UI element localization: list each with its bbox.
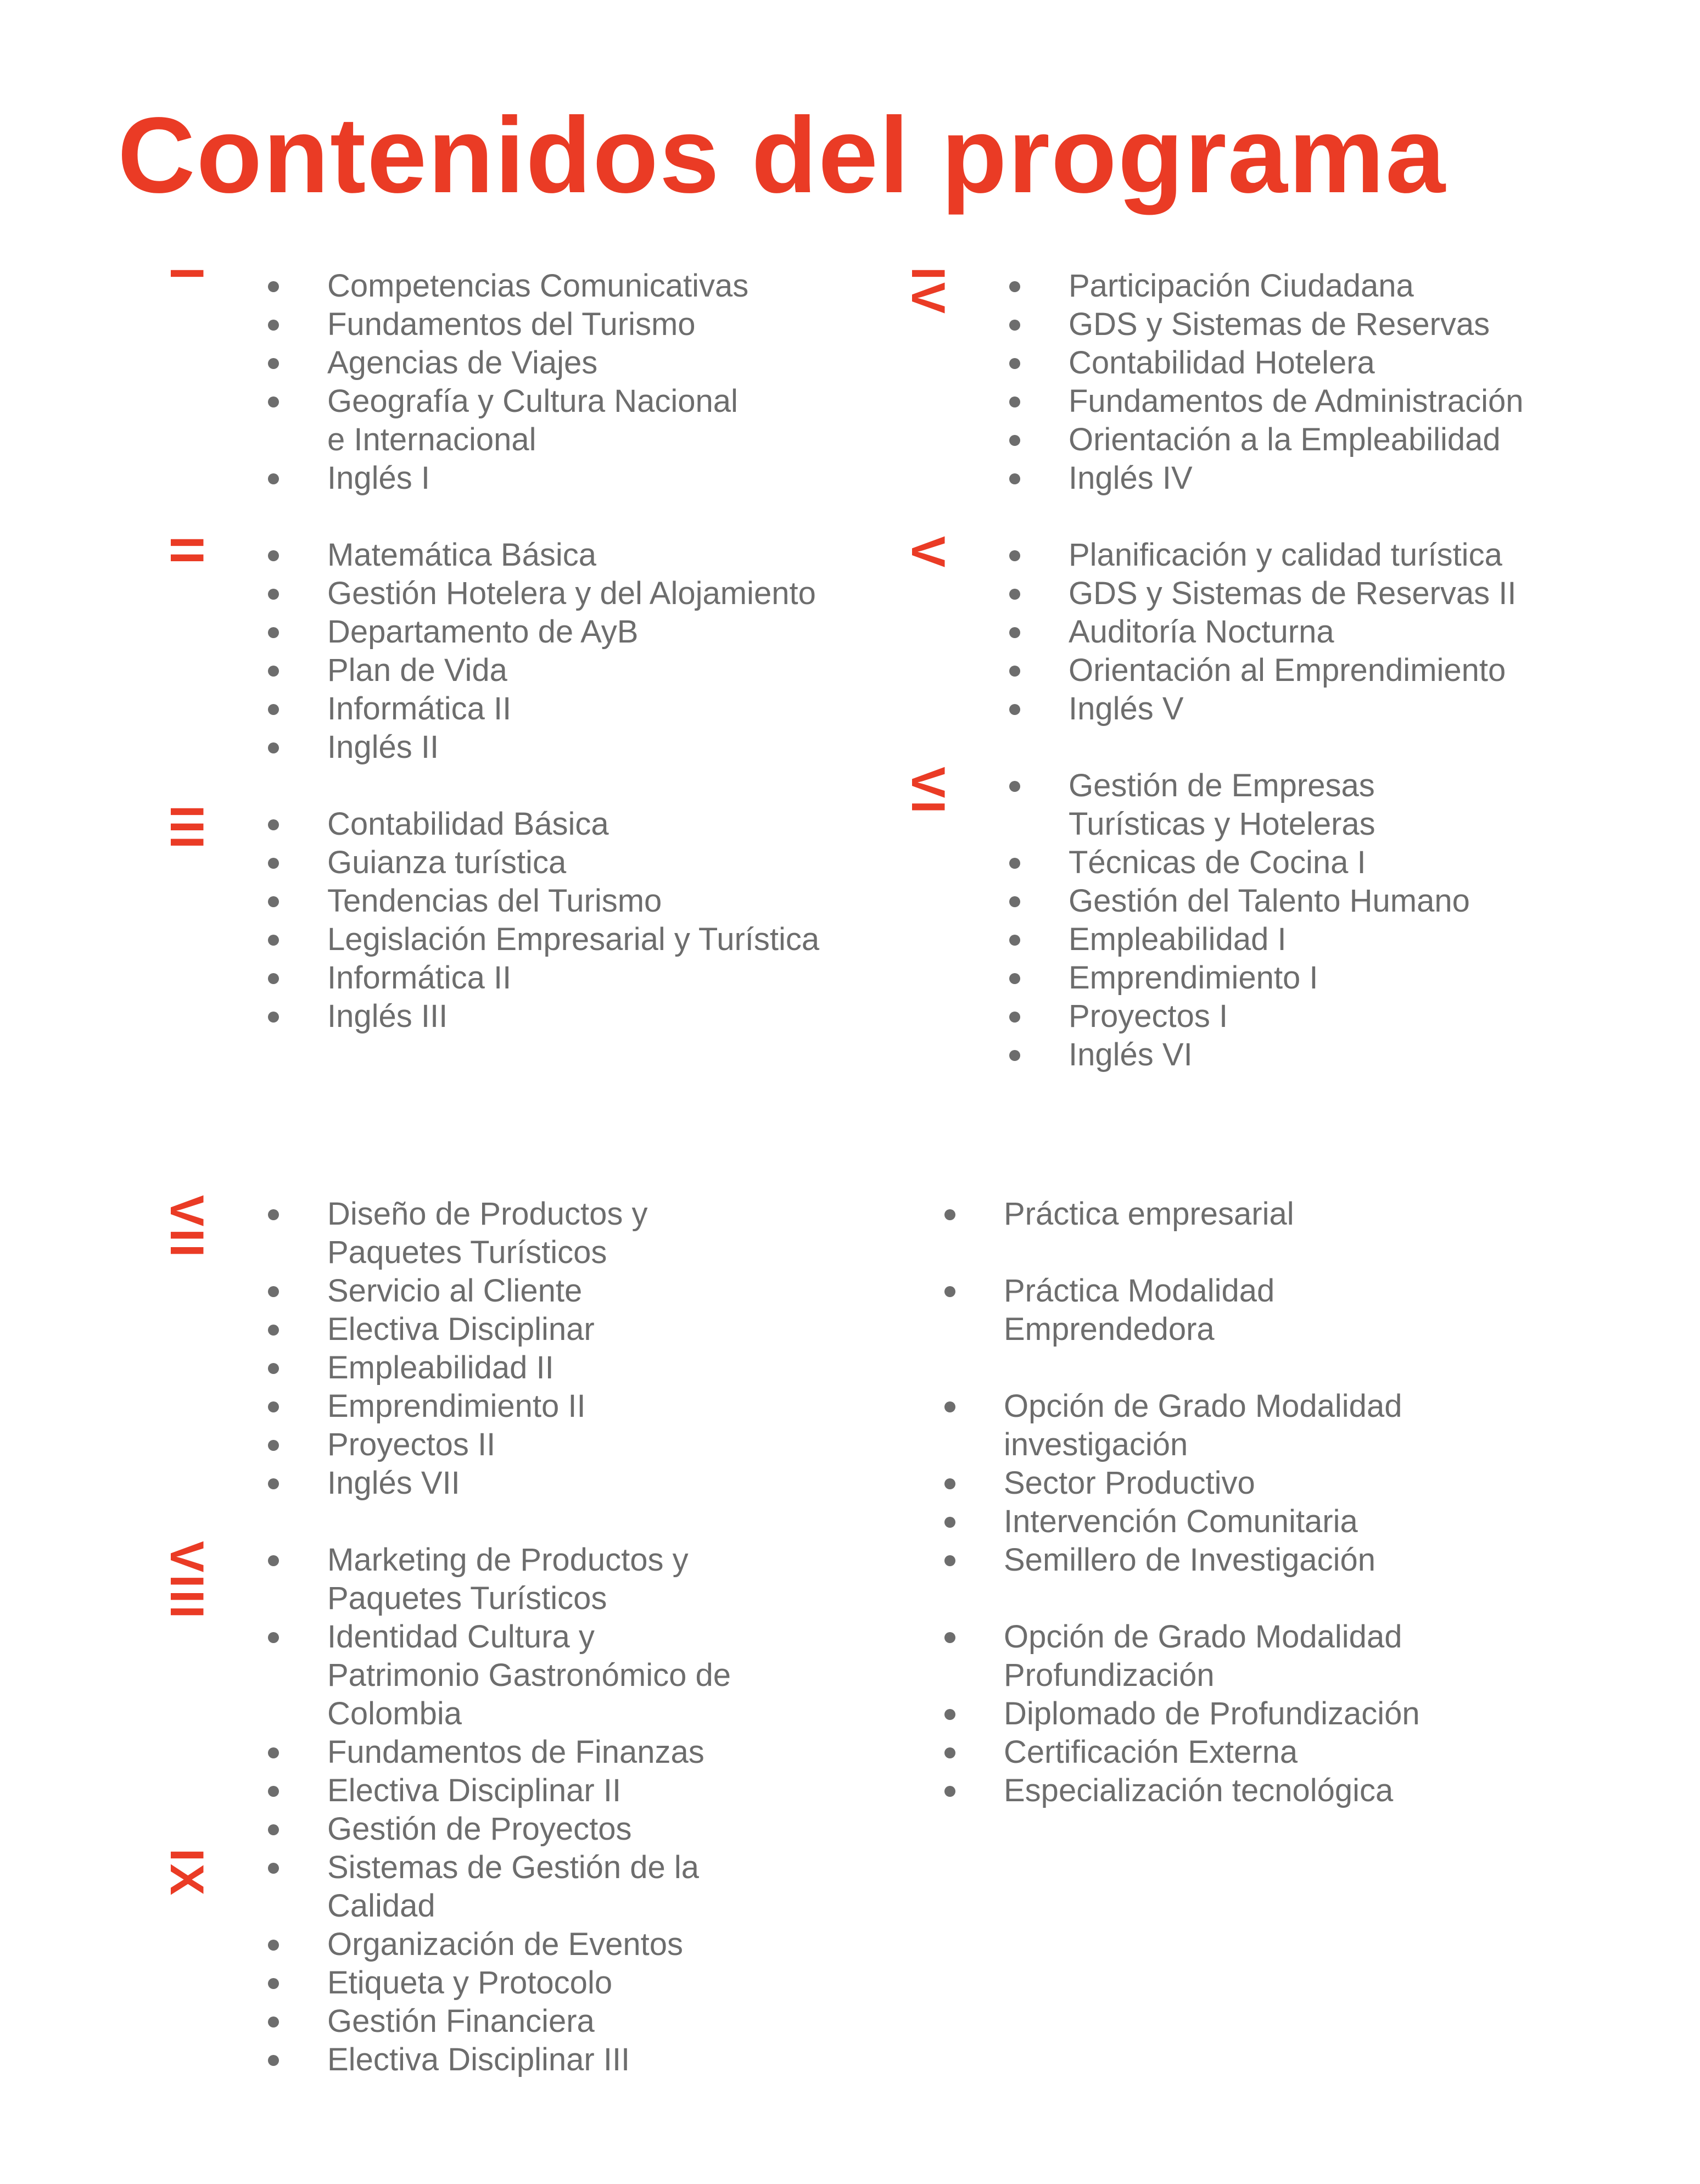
list-item: Departamento de AyB xyxy=(268,613,817,651)
list-item: Participación Ciudadana xyxy=(1009,267,1641,305)
list-item: Electiva Disciplinar xyxy=(268,1310,663,1349)
list-item: Semillero de Investigación xyxy=(944,1541,1483,1579)
list-item: Técnicas de Cocina I xyxy=(1009,844,1503,882)
list-item: Opción de Grado Modalidad Profundización xyxy=(944,1618,1483,1695)
list-item: Emprendimiento II xyxy=(268,1387,663,1426)
course-list xyxy=(1009,767,1503,1074)
options-list xyxy=(944,1195,1483,1810)
list-item: Geografía y Cultura Nacional e Internacional xyxy=(268,382,751,459)
list-item: Certificación Externa xyxy=(944,1733,1483,1772)
course-list xyxy=(268,267,751,498)
list-item: Empleabilidad I xyxy=(1009,920,1503,959)
course-list xyxy=(268,805,872,1036)
list-item: Inglés III xyxy=(268,997,872,1036)
list-item: Fundamentos de Finanzas xyxy=(268,1733,740,1772)
list-item: Orientación a la Empleabilidad xyxy=(1009,421,1641,459)
list-item: Especialización tecnológica xyxy=(944,1772,1483,1810)
page-title: Contenidos del programa xyxy=(118,95,1447,215)
list-item: Identidad Cultura y Patrimonio Gastronómico de Colombia xyxy=(268,1618,740,1733)
list-item: Intervención Comunitaria xyxy=(944,1502,1483,1541)
list-item: Sector Productivo xyxy=(944,1464,1483,1502)
list-item: Inglés VI xyxy=(1009,1036,1503,1074)
list-item: Opción de Grado Modalidad investigación xyxy=(944,1387,1483,1464)
list-item: GDS y Sistemas de Reservas xyxy=(1009,305,1641,344)
list-item: Contabilidad Básica xyxy=(268,805,872,844)
list-item: Gestión de Empresas Turísticas y Hoteleras xyxy=(1009,767,1503,844)
list-item: Sistemas de Gestión de la Calidad xyxy=(268,1848,729,1925)
course-list xyxy=(268,1541,740,1848)
list-item: Proyectos I xyxy=(1009,997,1503,1036)
list-item: Tendencias del Turismo xyxy=(268,882,872,920)
list-item: Inglés VII xyxy=(268,1464,663,1502)
list-item: Informática II xyxy=(268,690,817,728)
list-item: Práctica empresarial xyxy=(944,1195,1483,1233)
list-item: Competencias Comunicativas xyxy=(268,267,751,305)
list-item: Legislación Empresarial y Turística xyxy=(268,920,872,959)
course-list xyxy=(268,1195,663,1502)
course-list xyxy=(1009,267,1641,498)
list-item: Gestión del Talento Humano xyxy=(1009,882,1503,920)
list-item: Marketing de Productos y Paquetes Turísticos xyxy=(268,1541,740,1618)
list-item: Contabilidad Hotelera xyxy=(1009,344,1641,382)
list-item: Matemática Básica xyxy=(268,536,817,574)
list-item: Proyectos II xyxy=(268,1426,663,1464)
list-item: Diplomado de Profundización xyxy=(944,1695,1483,1733)
list-item: Electiva Disciplinar II xyxy=(268,1772,740,1810)
list-item: Orientación al Emprendimiento xyxy=(1009,651,1641,690)
list-item: Agencias de Viajes xyxy=(268,344,751,382)
list-item: Servicio al Cliente xyxy=(268,1272,663,1310)
course-list xyxy=(268,536,817,767)
list-item: Organización de Eventos xyxy=(268,1925,729,1964)
list-item: Fundamentos de Administración xyxy=(1009,382,1641,421)
list-item: Gestión de Proyectos xyxy=(268,1810,740,1848)
list-item: Inglés V xyxy=(1009,690,1641,728)
list-item: Gestión Hotelera y del Alojamiento xyxy=(268,574,817,613)
list-item: Informática II xyxy=(268,959,872,997)
list-item: Guianza turística xyxy=(268,844,872,882)
course-list xyxy=(1009,536,1641,728)
list-item: Gestión Financiera xyxy=(268,2002,729,2041)
list-item: Práctica Modalidad Emprendedora xyxy=(944,1272,1483,1349)
list-item: Empleabilidad II xyxy=(268,1349,663,1387)
list-item: Inglés II xyxy=(268,728,817,767)
list-item: Fundamentos del Turismo xyxy=(268,305,751,344)
list-item: Electiva Disciplinar III xyxy=(268,2041,729,2079)
list-item: Auditoría Nocturna xyxy=(1009,613,1641,651)
list-item: Emprendimiento I xyxy=(1009,959,1503,997)
list-item: Plan de Vida xyxy=(268,651,817,690)
list-item: Etiqueta y Protocolo xyxy=(268,1964,729,2002)
list-item: Diseño de Productos y Paquetes Turísticos xyxy=(268,1195,663,1272)
list-item: Inglés IV xyxy=(1009,459,1641,498)
list-item: GDS y Sistemas de Reservas II xyxy=(1009,574,1641,613)
list-item: Planificación y calidad turística xyxy=(1009,536,1641,574)
course-list xyxy=(268,1848,729,2079)
list-item: Inglés I xyxy=(268,459,751,498)
